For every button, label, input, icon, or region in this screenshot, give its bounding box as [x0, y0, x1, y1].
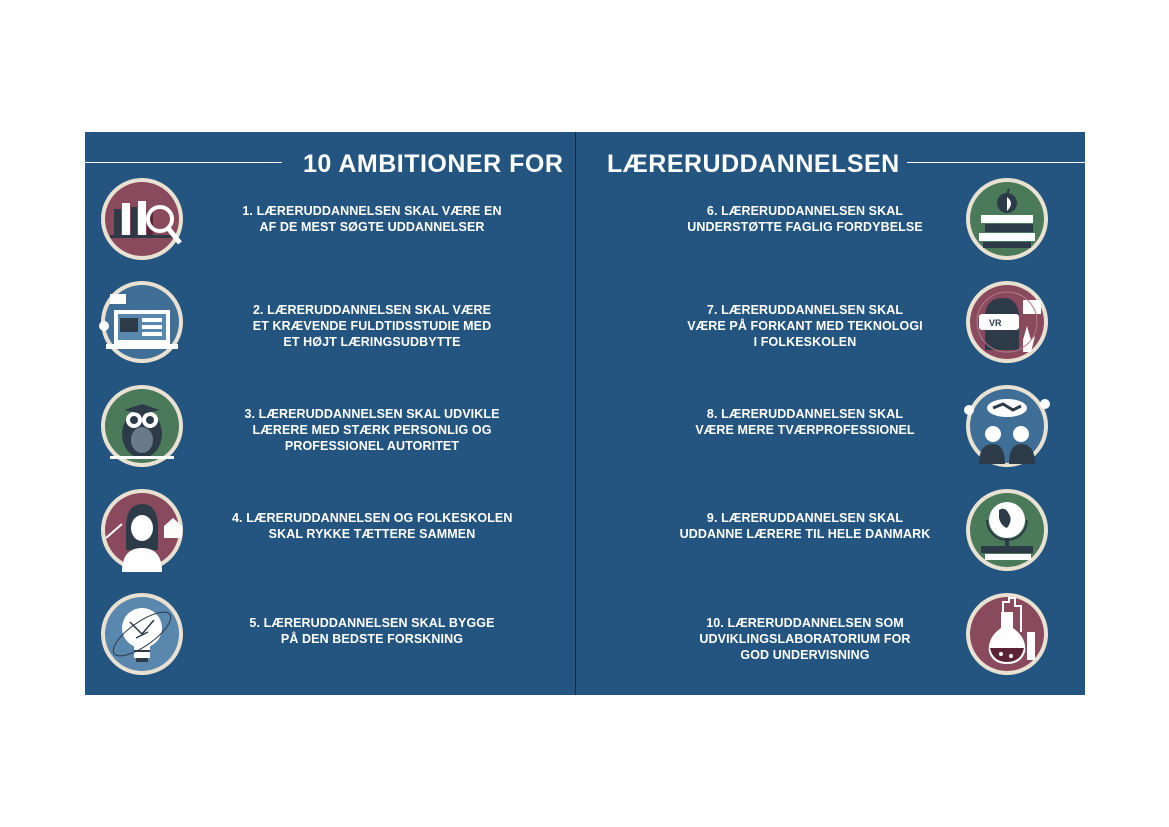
ambition-9: 9. LÆRERUDDANNELSEN SKAL UDDANNE LÆRERE TIL HELE DANMARK [679, 511, 931, 541]
vr-headset-icon [965, 280, 1049, 364]
owl-icon [100, 384, 184, 468]
ambition-1: 1. LÆRERUDDANNELSEN SKAL VÆRE EN AF DE MEST SØGTE UDDANNELSER [242, 204, 502, 234]
ambition-8: 8. LÆRERUDDANNELSEN SKAL VÆRE MERE TVÆRPROFESSIONEL [695, 407, 915, 437]
heading-right: LÆRERUDDANNELSEN [607, 150, 900, 178]
laboratory-flask-icon [965, 592, 1049, 676]
ambition-10: 10. LÆRERUDDANNELSEN SOM UDVIKLINGSLABORATORIUM FOR GOD UNDERVISNING [699, 616, 911, 662]
ambition-5: 5. LÆRERUDDANNELSEN SKAL BYGGE PÅ DEN BEDSTE FORSKNING [249, 616, 495, 646]
heading-rule-left [85, 162, 282, 163]
books-magnifier-icon [100, 177, 184, 261]
handshake-icon [965, 384, 1049, 468]
ambition-3: 3. LÆRERUDDANNELSEN SKAL UDVIKLE LÆRERE MED STÆRK PERSONLIG OG PROFESSIONEL AUTORITET [244, 407, 500, 453]
laptop-icon [100, 280, 184, 364]
globe-icon [965, 488, 1049, 572]
ambition-7: 7. LÆRERUDDANNELSEN SKAL VÆRE PÅ FORKANT MED TEKNOLOGI I FOLKESKOLEN [687, 303, 923, 349]
teacher-school-icon [100, 488, 184, 572]
ambition-4: 4. LÆRERUDDANNELSEN OG FOLKESKOLEN SKAL RYKKE TÆTTERE SAMMEN [232, 511, 513, 541]
svg-text:VR: VR [989, 318, 1002, 328]
heading-left: 10 AMBITIONER FOR [303, 150, 564, 178]
lightbulb-icon [100, 592, 184, 676]
spread-fold-line [575, 132, 576, 695]
apple-books-icon [965, 177, 1049, 261]
ambition-2: 2. LÆRERUDDANNELSEN SKAL VÆRE ET KRÆVENDE FULDTIDSSTUDIE MED ET HØJT LÆRINGSUDBYTTE [252, 303, 492, 349]
ambition-6: 6. LÆRERUDDANNELSEN SKAL UNDERSTØTTE FAGLIG FORDYBELSE [687, 204, 923, 234]
heading-rule-right [907, 162, 1085, 163]
